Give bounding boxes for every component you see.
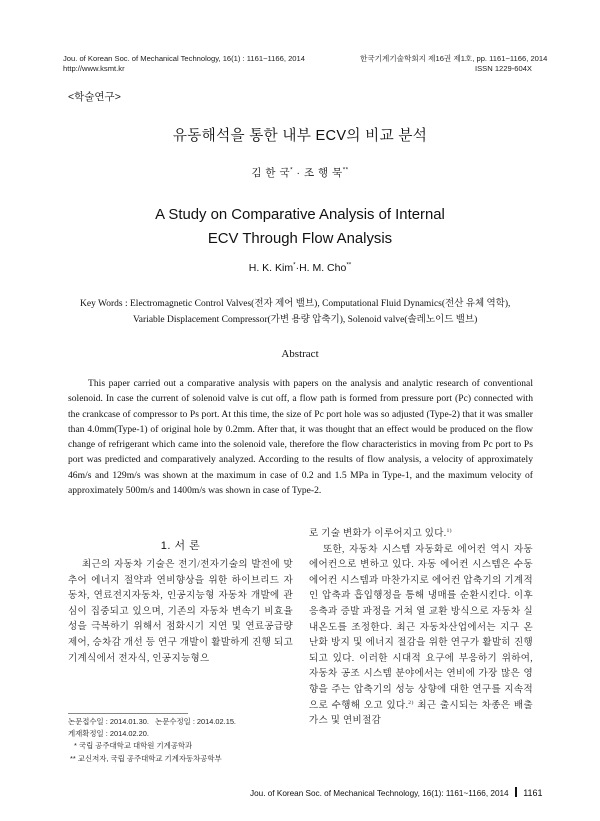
received-date: 논문접수일 : 2014.01.30. [68, 717, 149, 726]
intro-continuation: 로 기술 변화가 이루어지고 있다. [309, 529, 447, 539]
footnotes [68, 716, 236, 765]
section-1-heading: 1. 서 론 [160, 540, 201, 552]
title-english [0, 203, 600, 251]
intro-paragraph-2-text: 또한, 자동차 시스템 자동화로 에어컨 역시 자동 에어컨으로 변하고 있다. 자동 에어컨 시스템은 수동 에어컨 시스템과 마찬가지로 에어컨 압축기의 기계적인 압축과 흡입행정을 통해 냉매를 순환시킨다. 이후 응축과 증발 과정을 거쳐 열 교환 방식으로 자동차 실내온도를 조정한다. 최근 자동차산업에서는 지구 온난화 방지 및 에너지 절감을 위한 연구가 활발히 진행되고 있다. 이러한 시대적 요구에 부응하기 위하여, 자동차 공조 시스템 분야에서는 연비에 가장 많은 영향을 주는 압축기의 성능 상향에 대한 연구를 지속적으로 수행해 오고 있다. [309, 544, 533, 711]
author-en-separator: · [295, 262, 300, 274]
intro-paragraph-1: 최근의 자동차 기술은 전기/전자기술의 발전에 맞추어 에너지 절약과 연비향상을 위한 하이브리드 자동차, 연료전지자동차, 인공지능형 자동차 개발에 관심이 집중되고 있으며, 기존의 자동차 변속기 비효율성을 극복하기 위해서 점화시기 지연 및 연료공급량 제어, 승차감 개선 등 연구 개발이 활발하게 진행 되고 기계식에서 전자식, 인공지능형으 [68, 560, 293, 664]
title-english-line-1: A Study on Comparative Analysis of Internal [155, 207, 445, 223]
intro-paragraph-2 [309, 543, 533, 730]
authors-korean [0, 165, 600, 180]
header-url[interactable]: http://www.ksmt.kr [63, 64, 125, 73]
page-number: 1161 [523, 788, 543, 798]
keywords-line-1: Electromagnetic Control Valves(전자 제어 밸브), Computational Fluid Dynamics(전산 유체 역학), [130, 299, 511, 309]
keywords-line-2: Variable Displacement Compressor(가변 용량 압축기), Solenoid valve(솔레노이드 밸브) [133, 315, 478, 325]
footer-separator-bar [515, 787, 517, 797]
author-2-english: H. M. Cho [299, 262, 347, 274]
header-issn: ISSN 1229-604X [475, 64, 532, 73]
title-korean: 유동해석을 통한 내부 ECV의 비교 분석 [172, 128, 428, 144]
authors-english [0, 262, 600, 274]
abstract-heading: Abstract [281, 348, 319, 360]
header-right [360, 54, 548, 74]
keywords [80, 296, 530, 328]
footer-journal: Jou. of Korean Soc. of Mechanical Technology, 16(1): 1161~1166, 2014 [250, 789, 509, 798]
author-1-korean: 김 한 국 [251, 167, 291, 179]
column-right [309, 527, 533, 730]
footer [250, 787, 543, 798]
title-english-line-2: ECV Through Flow Analysis [207, 231, 393, 247]
author-1-mark: * [290, 166, 294, 174]
intro-paragraph-2-tail: 최근 출시되는 차종은 배출가스 및 연비절감 [309, 700, 533, 727]
author-2-korean: 조 행 묵 [303, 167, 343, 179]
author-1-english: H. K. Kim [248, 262, 294, 274]
author-separator: · [293, 167, 304, 179]
keywords-label: Key Words : [80, 299, 130, 309]
author-2-en-mark: ** [346, 261, 352, 269]
footnote-rule [68, 713, 188, 714]
reference-1: 1) [446, 527, 452, 534]
header-korean-citation: 한국기계기술학회지 제16권 제1호, pp. 1161~1166, 2014 [360, 54, 548, 63]
abstract-text: This paper carried out a comparative analysis with papers on the analysis and analytic research of conventional solenoid. In case the current of solenoid valve is cut off, a flow path is formed from pressure port (Pc) connected with the crankcase of compressor to Ps port. At this time, the size of Pc port hole was so adjusted (Type-2) that it was smaller than 4.0mm(Type-1) of original hole by 0.2mm. After that, it was thought that an effect would be produced on the flow change of refrigerant which came into the solenoid vale, therefore the flow characteristics in moving from Pc port to Ps port was predicted and comparatively analyzed. According to the results of flow analysis, a velocity of approximately 46m/s and 129m/s was shown at the maximum in case of 0.2 and 1.5 MPa in Type-1, and the maximum velocity of approximately 500m/s and 1400m/s was shown in case of Type-2. [68, 378, 533, 497]
author-1-en-mark: * [293, 261, 296, 269]
accepted-date: 게재확정일 : 2014.02.20. [68, 729, 149, 739]
column-left [68, 558, 293, 667]
header-journal-citation: Jou. of Korean Soc. of Mechanical Technology, 16(1) : 1161~1166, 2014 [63, 54, 305, 63]
affiliation-1: * 국립 공주대학교 대학원 기계공학과 [74, 741, 193, 751]
affiliation-2: ** 교신저자, 국립 공주대학교 기계자동차공학부 [70, 753, 222, 763]
reference-2: 2) [408, 699, 414, 706]
author-2-mark: ** [342, 166, 349, 174]
revised-date: 논문수정일 : 2014.02.15. [155, 717, 236, 726]
header-left [63, 54, 305, 74]
article-category: <학술연구> [68, 91, 121, 103]
